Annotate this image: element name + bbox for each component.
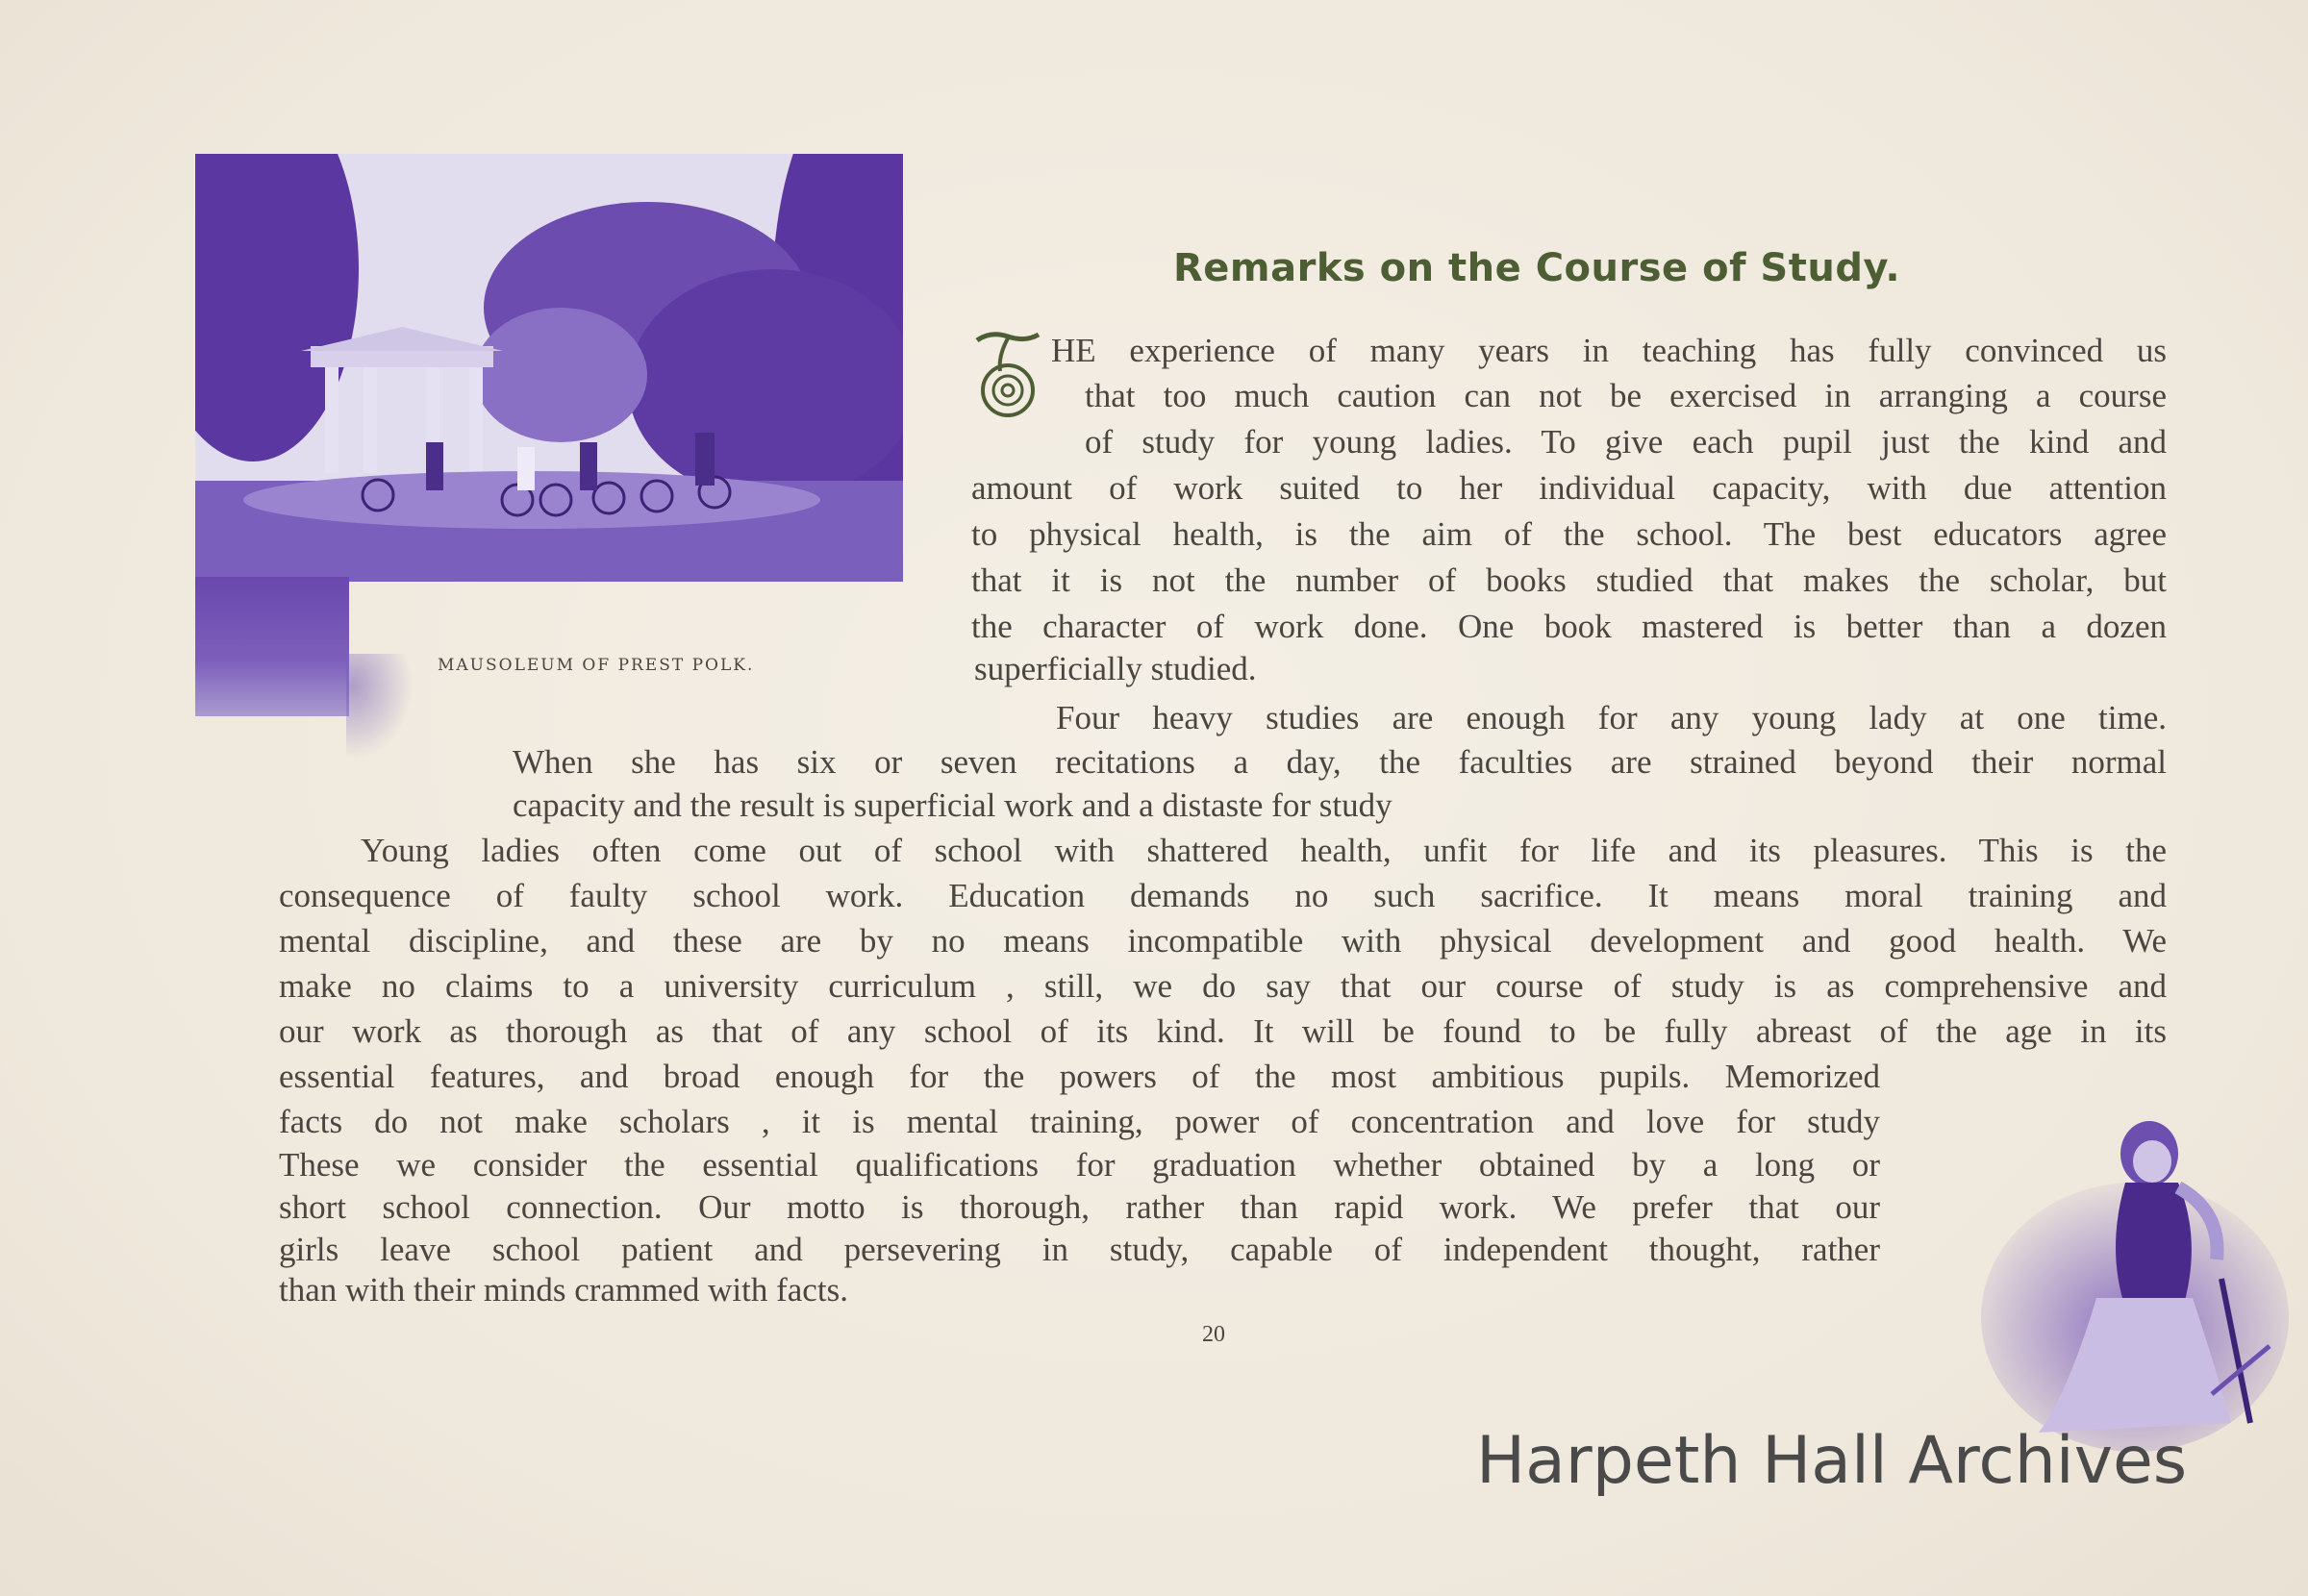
article-title: Remarks on the Course of Study.: [1173, 246, 1901, 290]
body-line-14: mental discipline, and these are by no means incompatible with physical development and good health. We: [279, 922, 2167, 960]
body-line-6: that it is not the number of books studied that makes the scholar, but: [971, 561, 2167, 599]
body-line-19: These we consider the essential qualifications for graduation whether obtained by a long or: [279, 1146, 1880, 1184]
body-line-15: make no claims to a university curriculum , still, we do say that our course of study is as comprehensive and: [279, 967, 2167, 1005]
archive-watermark: Harpeth Hall Archives: [1476, 1423, 2188, 1499]
body-line-17: essential features, and broad enough for the powers of the most ambitious pupils. Memorized: [279, 1058, 1880, 1095]
body-line-7: the character of work done. One book mastered is better than a dozen: [971, 608, 2167, 645]
photo-foliage-extension: [195, 577, 349, 716]
body-line-21: girls leave school patient and persevering in study, capable of independent thought, rather: [279, 1231, 1880, 1268]
photo-vignette: [346, 654, 414, 760]
body-line-2: that too much caution can not be exercised in arranging a course: [1085, 377, 2167, 414]
body-line-4: amount of work suited to her individual capacity, with due attention: [971, 469, 2167, 507]
body-line-22: than with their minds crammed with facts.: [279, 1271, 848, 1309]
photo-caption: MAUSOLEUM OF PREST POLK.: [438, 656, 755, 675]
seated-woman-icon: [1981, 1106, 2289, 1452]
mausoleum-photo-illustration: [195, 154, 903, 582]
body-line-10: When she has six or seven recitations a day, the faculties are strained beyond their normal: [513, 743, 2167, 781]
body-line-12: Young ladies often come out of school with shattered health, unfit for life and its pleasures. This is the: [361, 832, 2167, 869]
mausoleum-photo: [195, 154, 903, 582]
body-line-3: of study for young ladies. To give each pupil just the kind and: [1085, 423, 2167, 461]
body-line-20: short school connection. Our motto is thorough, rather than rapid work. We prefer that our: [279, 1188, 1880, 1226]
page-number: 20: [1202, 1322, 1225, 1347]
body-line-18: facts do not make scholars , it is mental training, power of concentration and love for study: [279, 1103, 1880, 1140]
body-line-5: to physical health, is the aim of the school. The best educators agree: [971, 515, 2167, 553]
body-line-13: consequence of faulty school work. Education demands no such sacrifice. It means moral training and: [279, 877, 2167, 914]
seated-woman-illustration: [1981, 1106, 2289, 1452]
ornamental-t-icon: [971, 327, 1044, 423]
body-line-11: capacity and the result is superficial work and a distaste for study: [513, 786, 1392, 824]
drop-cap-letter: [971, 327, 1044, 423]
body-line-16: our work as thorough as that of any school of its kind. It will be found to be fully abreast of the age in its: [279, 1012, 2167, 1050]
body-line-9: Four heavy studies are enough for any young lady at one time.: [1056, 699, 2167, 736]
body-line-8: superficially studied.: [974, 650, 1257, 687]
body-line-1: HE experience of many years in teaching has fully convinced us: [1051, 332, 2167, 369]
